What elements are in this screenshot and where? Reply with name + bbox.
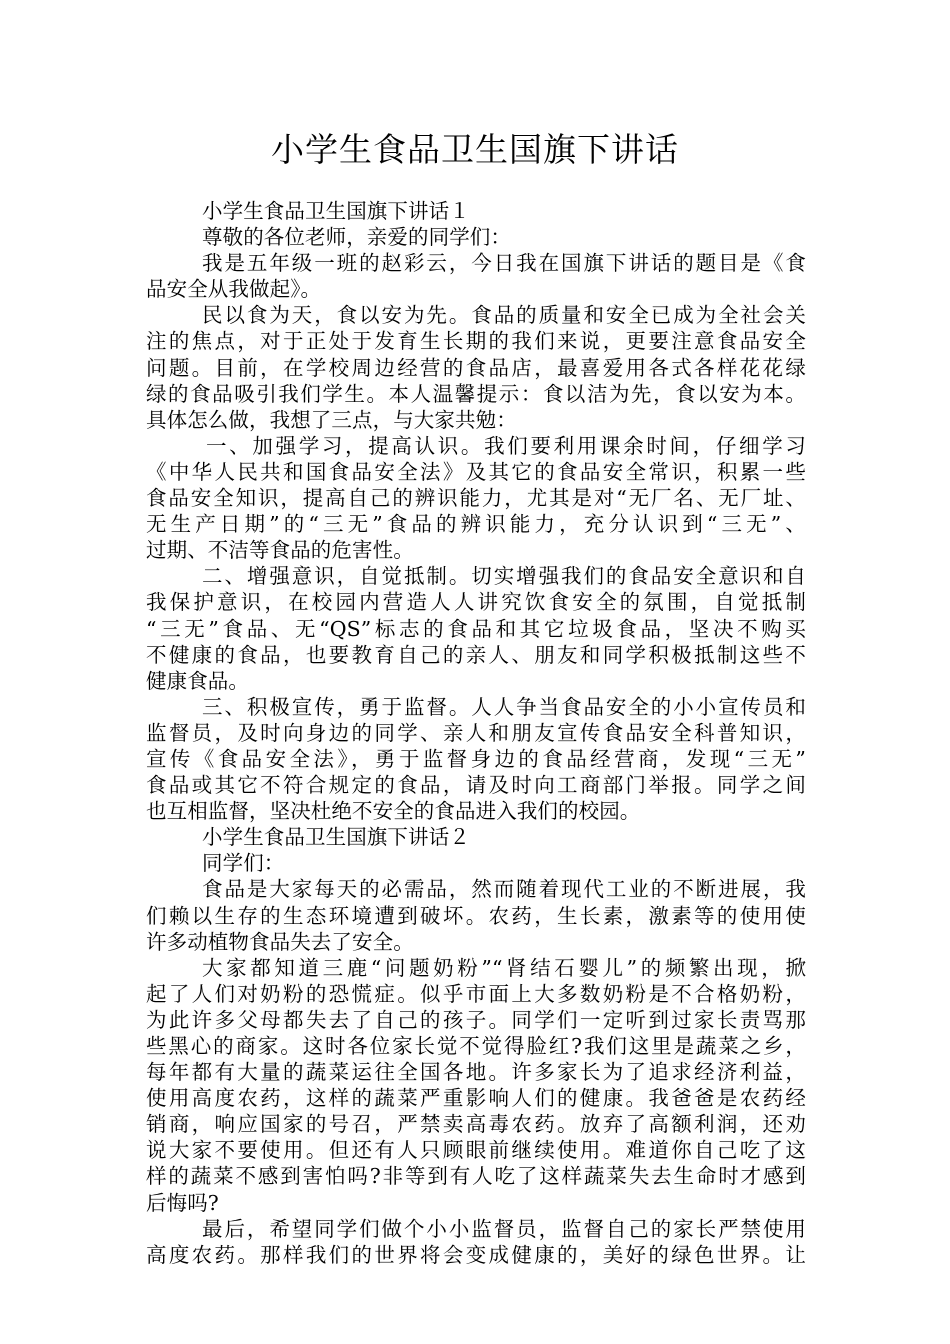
text-line: 尊敬的各位老师，亲爱的同学们： xyxy=(202,225,511,250)
text-line: 监督员，及时向身边的同学、亲人和朋友宣传食品安全科普知识， xyxy=(146,720,806,745)
text-line: 二、增强意识，自觉抵制。切实增强我们的食品安全意识和自 xyxy=(202,564,806,589)
text-line: 每年都有大量的蔬菜运往全国各地。许多家长为了追求经济利益， xyxy=(146,1060,806,1085)
text-line: 食品是大家每天的必需品，然而随着现代工业的不断进展，我 xyxy=(202,877,806,902)
text-line: 民以食为天，食以安为先。食品的质量和安全已成为全社会关 xyxy=(202,303,806,328)
text-line: 问题。目前，在学校周边经营的食品店，最喜爱用各式各样花花绿 xyxy=(146,355,806,380)
text-line: 我保护意识，在校园内营造人人讲究饮食安全的氛围，自觉抵制 xyxy=(146,590,806,615)
text-line: 品安全从我做起》。 xyxy=(146,277,322,302)
text-line: 无生产日期”的“三无”食品的辨识能力，充分认识到“三无”、 xyxy=(146,512,806,537)
text-line: 过期、不洁等食品的危害性。 xyxy=(146,538,414,563)
text-line: 样的蔬菜不感到害怕吗?非等到有人吃了这样蔬菜失去生命时才感到 xyxy=(146,1164,806,1189)
text-line: 健康食品。 xyxy=(146,668,249,693)
text-line: 具体怎么做，我想了三点，与大家共勉： xyxy=(146,407,517,432)
text-line: 同学们： xyxy=(202,851,285,876)
text-line: 起了人们对奶粉的恐慌症。似乎市面上大多数奶粉是不合格奶粉， xyxy=(146,981,806,1006)
text-line: 宣传《食品安全法》，勇于监督身边的食品经营商，发现“三无” xyxy=(146,746,806,771)
text-line: 许多动植物食品失去了安全。 xyxy=(146,929,414,954)
text-line: 小学生食品卫生国旗下讲话２ xyxy=(202,825,470,850)
text-line: 些黑心的商家。这时各位家长觉不觉得脸红?我们这里是蔬菜之乡， xyxy=(146,1034,806,1058)
document-body xyxy=(146,198,806,1268)
text-line: 三、积极宣传，勇于监督。人人争当食品安全的小小宣传员和 xyxy=(202,694,806,719)
text-line: 销商，响应国家的号召，严禁卖高毒农药。放弃了高额利润，还劝 xyxy=(146,1112,806,1137)
text-line: 注的焦点，对于正处于发育生长期的我们来说，更要注意食品安全 xyxy=(146,329,806,354)
page-title: 小学生食品卫生国旗下讲话 xyxy=(271,130,679,169)
text-line: 一、加强学习，提高认识。我们要利用课余时间，仔细学习 xyxy=(206,433,806,458)
text-line: 食品安全知识，提高自己的辨识能力，尤其是对“无厂名、无厂址、 xyxy=(146,486,806,511)
text-line: 绿的食品吸引我们学生。本人温馨提示：食以洁为先，食以安为本。 xyxy=(146,381,806,406)
text-line: “三无”食品、无“QS”标志的食品和其它垃圾食品，坚决不购买 xyxy=(146,616,806,641)
text-line: 说大家不要使用。但还有人只顾眼前继续使用。难道你自己吃了这 xyxy=(146,1138,806,1163)
text-line: 为此许多父母都失去了自己的孩子。同学们一定听到过家长责骂那 xyxy=(146,1007,806,1032)
text-line: 大家都知道三鹿“问题奶粉”“肾结石婴儿”的频繁出现，掀 xyxy=(202,955,806,980)
text-line: 不健康的食品，也要教育自己的亲人、朋友和同学积极抵制这些不 xyxy=(146,642,806,667)
text-line: 最后，希望同学们做个小小监督员，监督自己的家长严禁使用 xyxy=(202,1216,806,1241)
text-line: 也互相监督，坚决杜绝不安全的食品进入我们的校园。 xyxy=(146,799,641,824)
text-line: 《中华人民共和国食品安全法》及其它的食品安全常识，积累一些 xyxy=(146,459,806,484)
text-line: 我是五年级一班的赵彩云，今日我在国旗下讲话的题目是《食 xyxy=(202,251,806,276)
text-line: 高度农药。那样我们的世界将会变成健康的，美好的绿色世界。让 xyxy=(146,1242,806,1267)
text-line: 食品或其它不符合规定的食品，请及时向工商部门举报。同学之间 xyxy=(146,773,806,798)
text-line: 使用高度农药，这样的蔬菜严重影响人们的健康。我爸爸是农药经 xyxy=(146,1086,806,1111)
text-line: 后悔吗? xyxy=(146,1190,219,1215)
text-line: 们赖以生存的生态环境遭到破坏。农药，生长素，激素等的使用使 xyxy=(146,903,806,928)
text-line: 小学生食品卫生国旗下讲话１ xyxy=(202,199,470,223)
